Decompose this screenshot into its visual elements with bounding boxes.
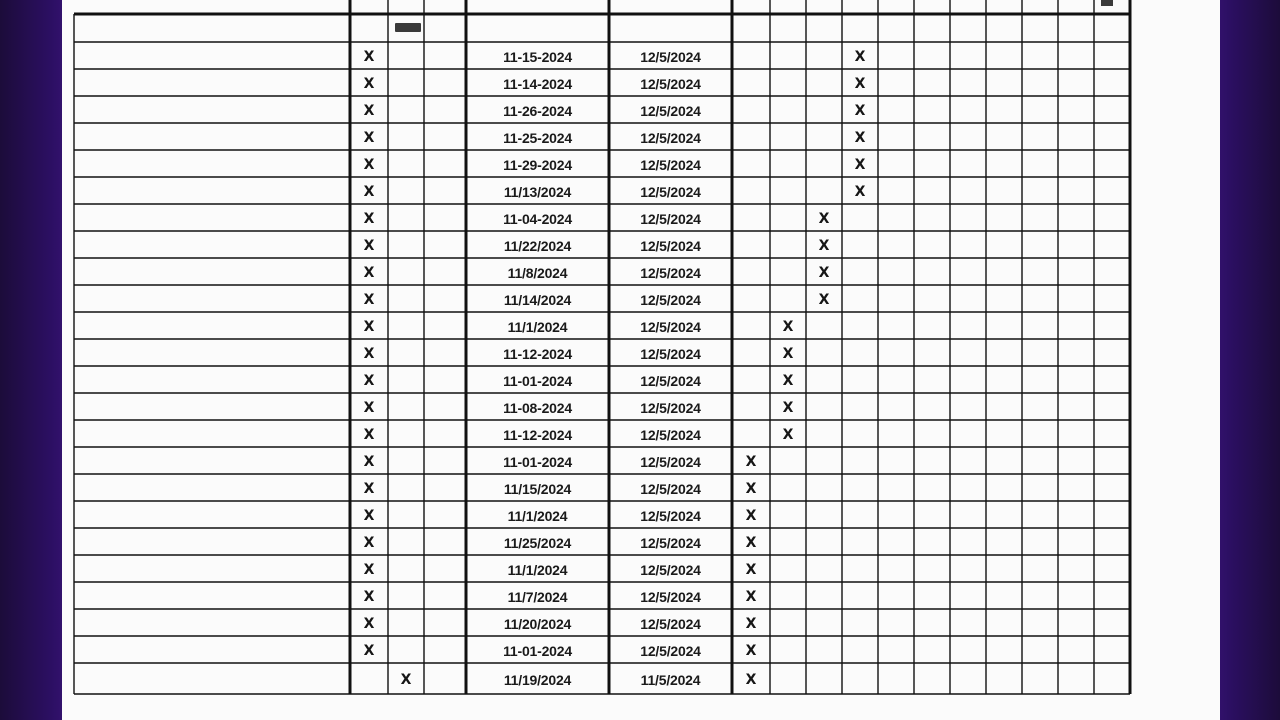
received-date: 11-01-2024 [503,642,572,659]
category-check-mark: X [745,615,757,632]
check-mark: X [363,453,375,470]
check-mark: X [363,642,375,659]
received-date: 11-01-2024 [503,453,572,470]
processed-date: 12/5/2024 [640,237,701,254]
processed-date: 12/5/2024 [640,156,701,173]
check-mark: X [363,102,375,119]
check-mark: X [363,48,375,65]
received-date: 11-25-2024 [503,129,572,146]
received-date: 11-12-2024 [503,426,572,443]
check-mark: X [363,156,375,173]
category-check-mark: X [782,426,794,443]
processed-date: 12/5/2024 [640,75,701,92]
received-date: 11/22/2024 [503,237,572,254]
received-date: 11-14-2024 [503,75,572,92]
category-check-mark: X [745,588,757,605]
processed-date: 12/5/2024 [640,642,701,659]
processed-date: 12/5/2024 [640,183,701,200]
processed-date: 12/5/2024 [640,48,701,65]
category-check-mark: X [854,156,866,173]
received-date: 11-12-2024 [503,345,572,362]
processed-date: 12/5/2024 [640,588,701,605]
redaction-mark [395,23,421,32]
received-date: 11-01-2024 [503,372,572,389]
check-mark: X [363,615,375,632]
received-date: 11/25/2024 [503,534,572,551]
received-date: 11/15/2024 [503,480,572,497]
category-check-mark: X [854,129,866,146]
received-date: 11/8/2024 [507,264,568,281]
processed-date: 12/5/2024 [640,129,701,146]
category-check-mark: X [818,210,830,227]
category-check-mark: X [782,372,794,389]
category-check-mark: X [745,534,757,551]
category-check-mark: X [854,183,866,200]
check-mark: X [363,183,375,200]
received-date: 11/20/2024 [503,615,572,632]
check-mark: X [363,264,375,281]
check-mark: X [363,534,375,551]
check-mark: X [363,345,375,362]
category-check-mark: X [745,480,757,497]
received-date: 11-15-2024 [503,48,572,65]
received-date: 11/1/2024 [507,507,568,524]
received-date: 11/19/2024 [503,671,572,688]
processed-date: 12/5/2024 [640,318,701,335]
processed-date: 12/5/2024 [640,210,701,227]
corner-mark [1101,0,1113,6]
check-mark: X [363,75,375,92]
received-date: 11/1/2024 [507,561,568,578]
category-check-mark: X [782,318,794,335]
processed-date: 11/5/2024 [640,671,701,688]
received-date: 11-29-2024 [503,156,572,173]
processed-date: 12/5/2024 [640,291,701,308]
category-check-mark: X [782,399,794,416]
processed-date: 12/5/2024 [640,264,701,281]
check-mark: X [363,588,375,605]
processed-date: 12/5/2024 [640,426,701,443]
category-check-mark: X [745,671,757,688]
check-mark: X [400,671,412,688]
processed-date: 12/5/2024 [640,615,701,632]
processed-date: 12/5/2024 [640,534,701,551]
check-mark: X [363,480,375,497]
processed-date: 12/5/2024 [640,453,701,470]
category-check-mark: X [818,237,830,254]
processed-date: 12/5/2024 [640,399,701,416]
check-mark: X [363,372,375,389]
processed-date: 12/5/2024 [640,345,701,362]
check-mark: X [363,399,375,416]
category-check-mark: X [854,102,866,119]
category-check-mark: X [745,561,757,578]
check-mark: X [363,507,375,524]
received-date: 11/14/2024 [503,291,572,308]
category-check-mark: X [818,291,830,308]
category-check-mark: X [745,642,757,659]
category-check-mark: X [854,48,866,65]
processed-date: 12/5/2024 [640,102,701,119]
category-check-mark: X [854,75,866,92]
processed-date: 12/5/2024 [640,561,701,578]
processed-date: 12/5/2024 [640,507,701,524]
received-date: 11-04-2024 [503,210,572,227]
check-mark: X [363,318,375,335]
received-date: 11-08-2024 [503,399,572,416]
received-date: 11/7/2024 [507,588,568,605]
check-mark: X [363,561,375,578]
check-mark: X [363,237,375,254]
category-check-mark: X [745,453,757,470]
received-date: 11/13/2024 [503,183,572,200]
processed-date: 12/5/2024 [640,480,701,497]
processed-date: 12/5/2024 [640,372,701,389]
check-mark: X [363,129,375,146]
category-check-mark: X [818,264,830,281]
received-date: 11/1/2024 [507,318,568,335]
check-mark: X [363,210,375,227]
check-mark: X [363,426,375,443]
received-date: 11-26-2024 [503,102,572,119]
check-mark: X [363,291,375,308]
category-check-mark: X [745,507,757,524]
category-check-mark: X [782,345,794,362]
